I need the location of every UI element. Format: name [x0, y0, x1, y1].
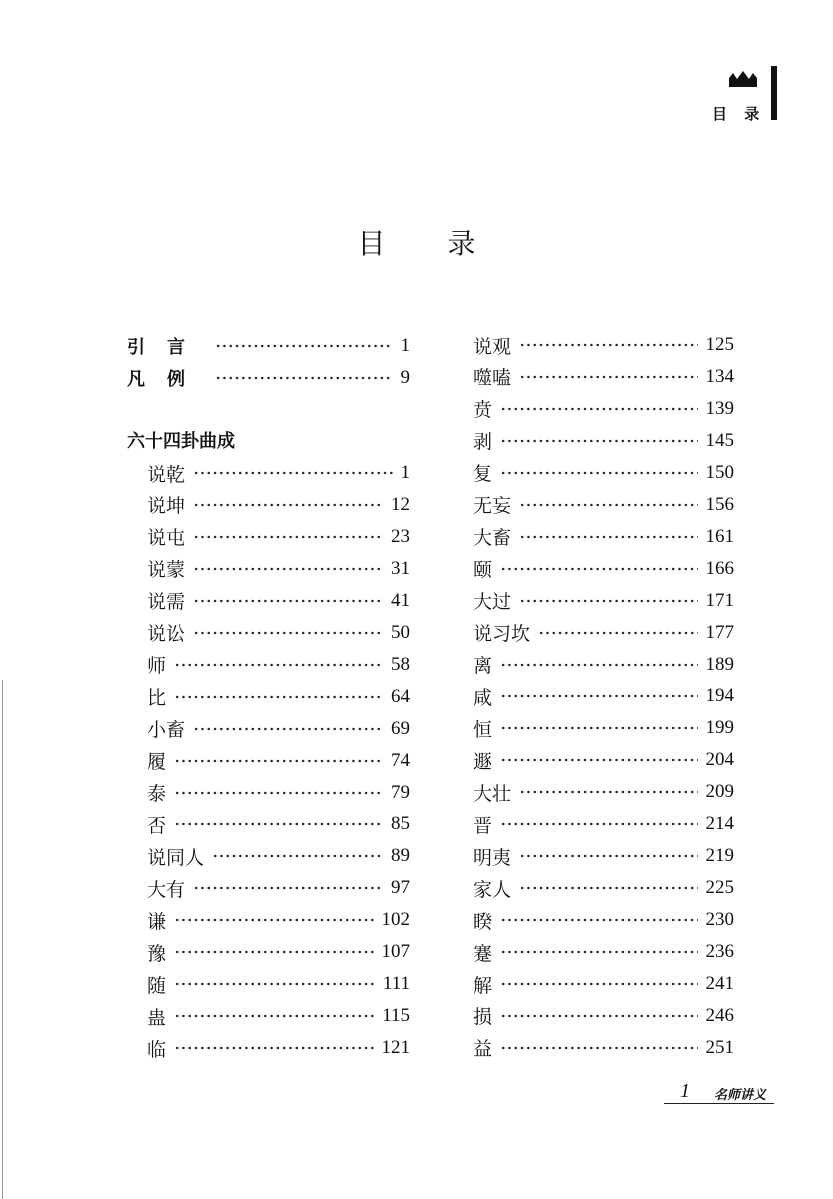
toc-entry-page: 225 [705, 877, 734, 899]
toc-entry[interactable] [473, 905, 734, 935]
page-title: 目录 [357, 227, 538, 260]
dot-leader [193, 531, 383, 543]
toc-entry-title: 恒 [473, 718, 493, 741]
dot-leader [500, 435, 697, 447]
toc-entry-title: 说同人 [147, 846, 205, 869]
dot-leader [538, 627, 697, 639]
toc-entry-title: 说屯 [147, 527, 186, 550]
toc-entry-page: 189 [705, 653, 734, 675]
dot-leader [174, 978, 375, 990]
toc-entry-page: 111 [382, 973, 410, 995]
dot-leader [519, 499, 697, 511]
toc-entry-page: 1 [400, 335, 410, 356]
dot-leader [174, 755, 383, 767]
toc-entry[interactable] [147, 778, 410, 808]
toc-entry-page: 241 [705, 973, 734, 994]
dot-leader [215, 340, 393, 352]
toc-entry-page: 50 [391, 621, 410, 643]
dot-leader [500, 467, 697, 479]
toc-entry[interactable] [473, 969, 734, 999]
toc-entry[interactable] [147, 490, 410, 520]
toc-entry-title: 比 [147, 687, 167, 710]
toc-entry-title: 引言 [127, 337, 207, 358]
toc-entry-page: 199 [705, 717, 734, 739]
toc-entry[interactable] [147, 682, 410, 712]
toc-entry-page: 41 [391, 589, 410, 611]
toc-entry[interactable] [147, 873, 410, 903]
dot-leader [193, 595, 383, 607]
toc-entry[interactable] [473, 713, 734, 743]
toc-entry-page: 236 [705, 941, 734, 963]
toc-entry-page: 102 [381, 909, 410, 931]
toc-entry-page: 23 [391, 525, 410, 547]
toc-entry-title: 颐 [473, 559, 493, 582]
toc-entry[interactable] [147, 522, 410, 552]
toc-entry[interactable] [473, 522, 734, 552]
dot-leader [174, 659, 383, 671]
toc-entry-page: 204 [705, 749, 734, 771]
toc-entry-title: 咸 [473, 686, 493, 709]
toc-entry[interactable] [147, 458, 410, 488]
toc-entry-page: 145 [705, 429, 734, 451]
toc-entry-title: 无妄 [473, 495, 512, 518]
toc-entry-title: 否 [147, 814, 167, 837]
toc-entry-page: 31 [391, 557, 410, 579]
toc-entry[interactable] [147, 586, 410, 616]
toc-entry-title: 凡例 [127, 369, 207, 390]
dot-leader [500, 1010, 697, 1022]
toc-entry-page: 9 [400, 367, 410, 388]
toc-entry[interactable] [147, 937, 410, 967]
toc-entry-title: 临 [147, 1038, 167, 1061]
toc-entry-page: 209 [705, 781, 734, 803]
crown-ornament-icon [728, 70, 758, 88]
toc-entry-title: 说需 [147, 591, 186, 614]
header-side-bar [771, 66, 777, 120]
toc-entry-page: 115 [382, 1005, 410, 1027]
footer-rule [664, 1103, 774, 1104]
toc-entry[interactable] [473, 809, 734, 839]
toc-entry[interactable] [473, 586, 734, 616]
running-header: 目 录 [712, 105, 766, 123]
toc-entry-page: 69 [391, 717, 410, 739]
dot-leader [193, 467, 392, 479]
toc-entry-title: 遯 [473, 750, 493, 773]
dot-leader [193, 499, 383, 511]
toc-entry-page: 85 [391, 813, 410, 835]
dot-leader [500, 690, 697, 702]
toc-entry-title: 师 [147, 655, 167, 678]
toc-entry[interactable] [473, 1033, 734, 1063]
dot-leader [193, 723, 383, 735]
toc-entry-title: 豫 [147, 942, 167, 965]
toc-entry-page: 251 [705, 1036, 734, 1058]
dot-leader [500, 403, 697, 415]
toc-entry-page: 150 [705, 461, 734, 483]
dot-leader [212, 850, 383, 862]
toc-entry-page: 79 [391, 781, 410, 803]
toc-entry-page: 177 [705, 621, 734, 643]
toc-entry-page: 58 [391, 653, 410, 675]
toc-entry[interactable] [473, 777, 734, 807]
toc-entry-page: 230 [705, 909, 734, 931]
dot-leader [193, 882, 383, 894]
toc-entry-page: 134 [705, 365, 734, 387]
dot-leader [500, 754, 697, 766]
toc-entry-title: 睽 [473, 910, 493, 933]
toc-entry-title: 大有 [147, 878, 186, 901]
dot-leader [519, 371, 697, 383]
toc-entry[interactable] [473, 650, 734, 680]
toc-entry-title: 大壮 [473, 782, 512, 805]
toc-entry-title: 家人 [473, 878, 512, 901]
toc-entry[interactable] [147, 809, 410, 839]
toc-entry-page: 171 [705, 589, 734, 611]
dot-leader [193, 627, 383, 639]
dot-leader [500, 818, 697, 830]
toc-entry-title: 晋 [473, 814, 493, 837]
toc-entry[interactable] [473, 362, 734, 392]
toc-entry-title: 损 [473, 1006, 493, 1029]
section-heading: 六十四卦曲成 [127, 431, 235, 452]
toc-entry-title: 履 [147, 751, 167, 774]
toc-entry[interactable] [147, 1001, 410, 1031]
dot-leader [174, 914, 373, 926]
toc-entry-page: 166 [705, 557, 734, 579]
toc-entry-title: 大过 [473, 591, 512, 614]
toc-entry-title: 剥 [473, 431, 493, 454]
toc-entry[interactable] [147, 969, 410, 999]
toc-entry[interactable] [473, 618, 734, 648]
dot-leader [500, 946, 697, 958]
toc-entry[interactable] [147, 650, 410, 680]
dot-leader [519, 339, 697, 351]
toc-entry-page: 64 [391, 685, 410, 707]
dot-leader [500, 914, 697, 926]
toc-entry[interactable] [473, 458, 734, 488]
dot-leader [500, 659, 697, 671]
toc-entry-title: 蛊 [147, 1006, 167, 1029]
dot-leader [519, 850, 697, 862]
toc-entry-title: 说观 [473, 335, 512, 358]
toc-entry[interactable] [147, 714, 410, 744]
dot-leader [174, 946, 373, 958]
toc-entry[interactable] [147, 1033, 410, 1063]
dot-leader [519, 531, 697, 543]
dot-leader [174, 818, 383, 830]
dot-leader [519, 882, 697, 894]
toc-entry-title: 谦 [147, 910, 167, 933]
toc-entry-page: 1 [400, 462, 410, 483]
toc-entry[interactable] [147, 618, 410, 648]
dot-leader [519, 786, 697, 798]
toc-entry[interactable] [473, 1001, 734, 1031]
dot-leader [215, 372, 393, 384]
dot-leader [519, 595, 697, 607]
dot-leader [174, 1010, 374, 1022]
toc-entry-title: 随 [147, 974, 167, 997]
toc-entry-title: 说讼 [147, 623, 186, 646]
toc-entry-page: 125 [705, 334, 734, 355]
dot-leader [174, 691, 383, 703]
toc-entry-title: 离 [473, 655, 493, 677]
toc-entry-title: 明夷 [473, 846, 512, 869]
toc-entry-title: 大畜 [473, 527, 512, 550]
toc-entry-title: 说乾 [147, 463, 186, 486]
toc-entry[interactable] [147, 841, 410, 871]
toc-entry[interactable] [127, 363, 410, 393]
dot-leader [500, 722, 697, 734]
toc-entry-page: 246 [705, 1004, 734, 1026]
toc-entry[interactable] [473, 330, 734, 360]
toc-entry[interactable] [473, 841, 734, 871]
dot-leader [193, 563, 383, 575]
toc-entry[interactable] [473, 490, 734, 520]
footer-page-number: 1 [680, 1080, 690, 1102]
toc-entry-page: 107 [381, 941, 410, 963]
toc-entry[interactable] [473, 394, 734, 424]
toc-entry[interactable] [473, 937, 734, 967]
dot-leader [500, 563, 697, 575]
toc-entry[interactable] [473, 681, 734, 711]
toc-entry[interactable] [147, 905, 410, 935]
toc-entry-title: 说习坎 [473, 623, 531, 646]
toc-entry-title: 说蒙 [147, 559, 186, 582]
footer-series-title: 名师讲义 [714, 1088, 767, 1103]
toc-entry-title: 贲 [473, 399, 493, 422]
toc-entry-title: 噬嗑 [473, 367, 512, 390]
toc-entry[interactable] [473, 745, 734, 775]
dot-leader [174, 1042, 373, 1054]
toc-entry-title: 益 [473, 1038, 493, 1061]
toc-entry[interactable] [473, 873, 734, 903]
toc-entry-page: 156 [705, 493, 734, 515]
toc-entry-page: 214 [705, 813, 734, 835]
toc-entry-page: 219 [705, 845, 734, 867]
toc-entry-title: 复 [473, 463, 493, 486]
toc-entry-page: 97 [391, 877, 410, 899]
toc-entry[interactable] [147, 746, 410, 776]
toc-entry[interactable] [147, 554, 410, 584]
page-edge-line [2, 680, 3, 1199]
toc-entry-title: 解 [473, 974, 493, 997]
dot-leader [174, 787, 383, 799]
toc-entry-title: 小畜 [147, 719, 186, 742]
dot-leader [500, 978, 697, 990]
toc-entry-page: 161 [705, 525, 734, 547]
toc-entry-title: 蹇 [473, 942, 493, 965]
toc-entry-page: 194 [705, 685, 734, 707]
toc-entry[interactable] [127, 331, 410, 361]
toc-entry-title: 泰 [147, 783, 167, 805]
dot-leader [500, 1042, 697, 1054]
toc-entry-page: 121 [381, 1037, 410, 1059]
toc-entry-page: 12 [391, 493, 410, 515]
toc-entry[interactable] [473, 426, 734, 456]
toc-entry-page: 74 [391, 749, 410, 771]
toc-entry-page: 139 [705, 397, 734, 419]
toc-entry-page: 89 [391, 845, 410, 867]
toc-entry-title: 说坤 [147, 495, 186, 518]
toc-entry[interactable] [473, 554, 734, 584]
